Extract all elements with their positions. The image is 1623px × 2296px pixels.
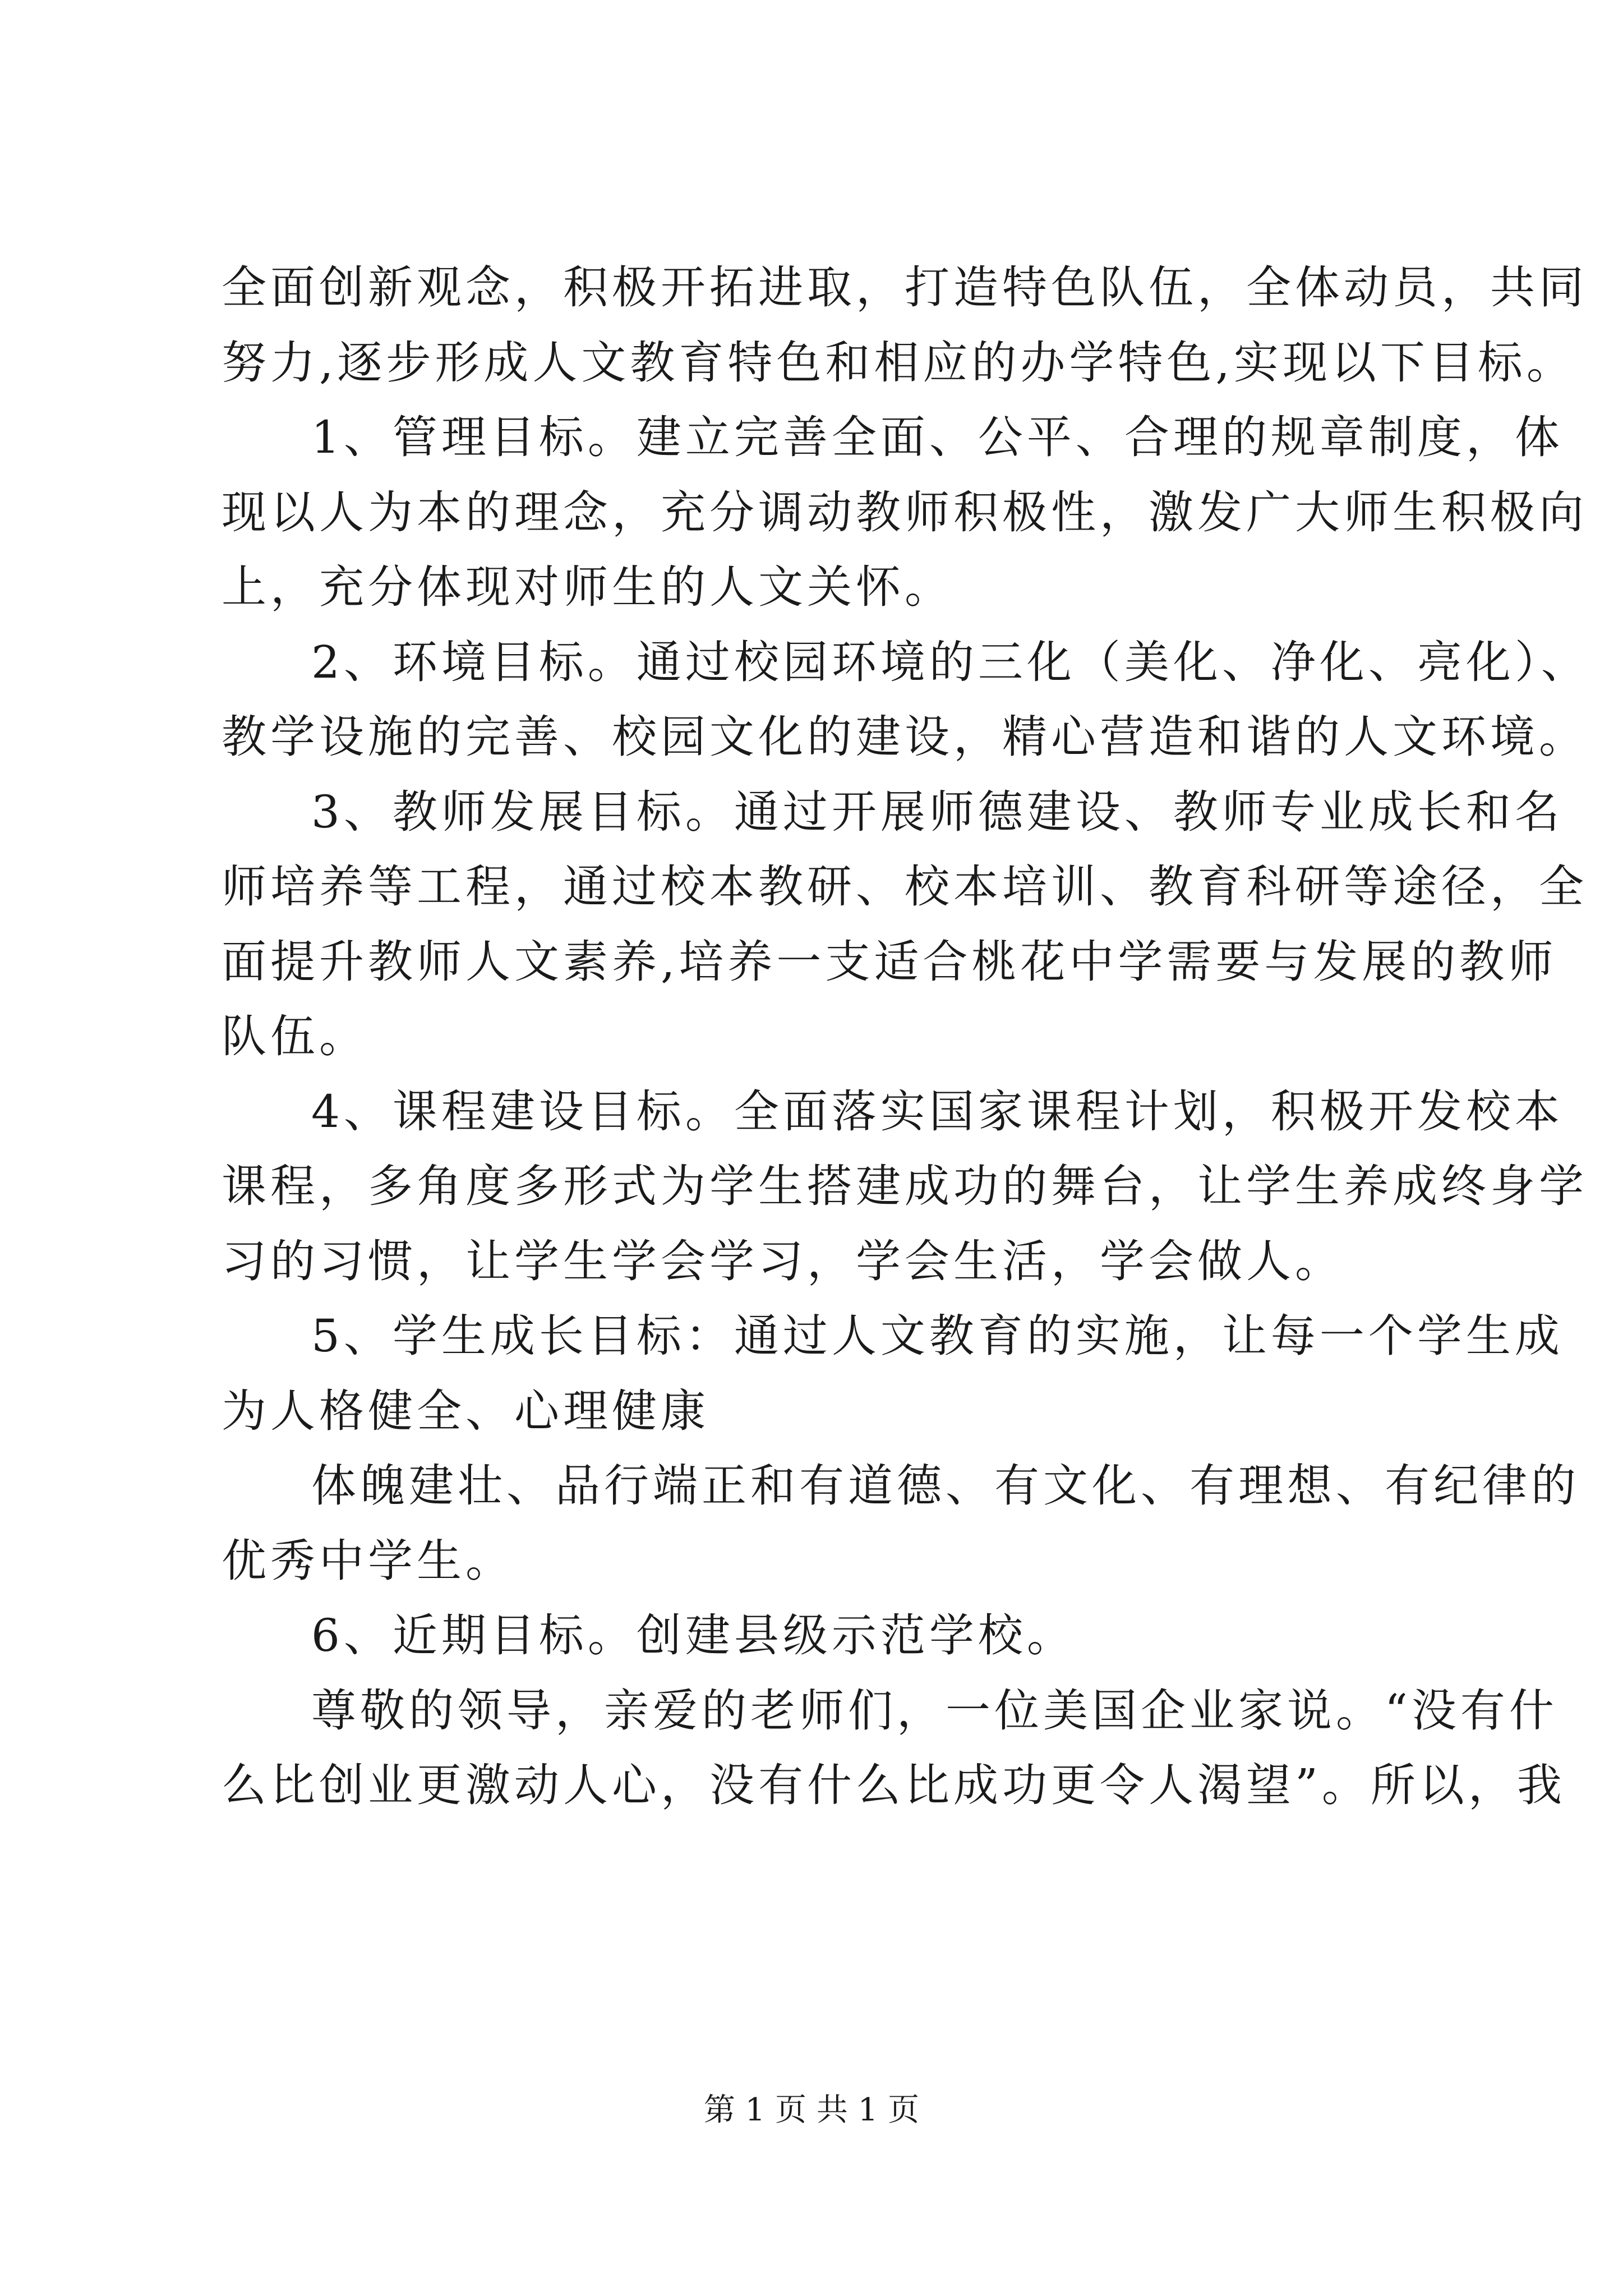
- text-line: 优秀中学生。: [222, 1534, 514, 1587]
- text-line: 4、课程建设目标。全面落实国家课程计划，积极开发校本: [311, 1085, 1564, 1138]
- text-line: 努力,逐步形成人文教育特色和相应的办学特色,实现以下目标。: [222, 336, 1575, 389]
- text-line: 全面创新观念，积极开拓进取，打造特色队伍，全体动员，共同: [222, 261, 1588, 314]
- text-line: 课程，多角度多形式为学生搭建成功的舞台，让学生养成终身学: [222, 1160, 1588, 1212]
- text-line: 上，充分体现对师生的人文关怀。: [222, 561, 953, 613]
- text-line: 为人格健全、心理健康: [222, 1384, 709, 1437]
- text-line: 现以人为本的理念，充分调动教师积极性，激发广大师生积极向: [222, 486, 1588, 539]
- text-line: 3、教师发展目标。通过开展师德建设、教师专业成长和名: [311, 785, 1564, 838]
- text-line: 队伍。: [222, 1010, 368, 1062]
- text-line: 尊敬的领导，亲爱的老师们，一位美国企业家说。“没有什: [311, 1684, 1558, 1737]
- text-line: 教学设施的完善、校园文化的建设，精心营造和谐的人文环境。: [222, 711, 1588, 763]
- text-line: 体魄建壮、品行端正和有道德、有文化、有理想、有纪律的: [311, 1460, 1580, 1512]
- text-line: 面提升教师人文素养,培养一支适合桃花中学需要与发展的教师: [222, 935, 1557, 988]
- text-line: 师培养等工程，通过校本教研、校本培训、教育科研等途径，全: [222, 861, 1588, 913]
- text-line: 么比创业更激动人心，没有什么比成功更令人渴望”。所以，我: [222, 1759, 1566, 1811]
- page-footer: 第 1 页 共 1 页: [703, 2092, 920, 2128]
- text-line: 2、环境目标。通过校园环境的三化（美化、净化、亮化）、: [311, 636, 1590, 688]
- text-line: 习的习惯，让学生学会学习，学会生活，学会做人。: [222, 1235, 1344, 1287]
- text-line: 1、管理目标。建立完善全面、公平、合理的规章制度，体: [311, 411, 1564, 463]
- text-line: 6、近期目标。创建县级示范学校。: [311, 1609, 1076, 1662]
- text-line: 5、学生成长目标：通过人文教育的实施，让每一个学生成: [311, 1310, 1564, 1362]
